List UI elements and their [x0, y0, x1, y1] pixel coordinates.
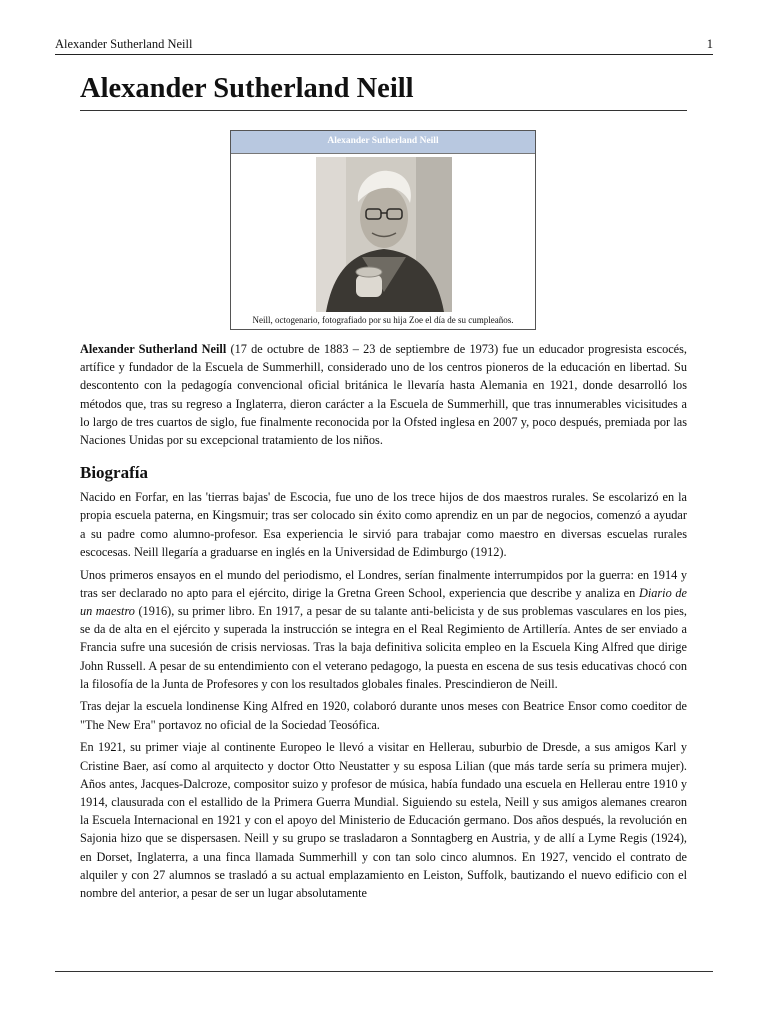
article-title: Alexander Sutherland Neill: [80, 70, 687, 111]
intro-text: (17 de octubre de 1883 – 23 de septiembre de 1973) fue un educador progresista escocés, artífice y fundador de la Escuela de Summerhill, considerado uno de los centros pioneros de la educación en libertad. Su descontento con la pedagogía convencional oficial británica le llevaría hasta Alemania en 1921, donde desarrolló los métodos que, tras su regreso a Inglaterra, dieron carácter a la Escuela de Summerhill, que tras innumerables vicisitudes a lo largo de tres cuartos de siglo, fue finalmente reconocida por la Ofsted inglesa en 2007 y, poco después, premiada por las Naciones Unidas por su excepcional tratamiento de los niños.: [80, 342, 687, 448]
portrait-photo-art: [316, 157, 452, 312]
portrait-photo: [316, 157, 452, 312]
running-header-title: Alexander Sutherland Neill: [55, 37, 193, 51]
biography-paragraph-2: [80, 566, 687, 693]
page-number: 1: [706, 37, 713, 51]
infobox-heading: Alexander Sutherland Neill: [231, 131, 535, 154]
biography-p2-part-b: (1916), su primer libro. En 1917, a pesar de su talante anti-belicista y de sus problemas vasculares en los pies, se da de alta en el ejército y superada la instrucción se integra en el Real Regimiento de Artillería. Antes de ser enviado a Francia sufre una sucesión de crisis nerviosas. Tras la baja definitiva solicita empleo en la Escuela King Alfred que dirige John Russell. A pesar de su entendimiento con el veterano pedagogo, la puesta en escena de sus tesis educativas chocó con la filosofía de la Junta de Profesores y con los resultados globales finales. Prescindieron de Neill.: [80, 603, 687, 691]
biography-paragraph-3: Tras dejar la escuela londinense King Alfred en 1920, colaboró durante unos meses con Beatrice Ensor como coeditor de "The New Era" portavoz no oficial de la Sociedad Teosófica.: [80, 699, 687, 732]
infobox-caption: Neill, octogenario, fotografiado por su hija Zoe el día de su cumpleaños.: [252, 315, 514, 325]
article-body: [80, 340, 687, 907]
footer-rule: [55, 971, 713, 972]
biography-p2-part-a: Unos primeros ensayos en el mundo del periodismo, el Londres, serían finalmente interrumpidos por la guerra: en 1914 y tras ser declarado no apto para el ejército, dirige la Gretna Green School, experiencia que describe y analiza en: [80, 567, 687, 600]
section-heading-biography: Biografía: [80, 463, 148, 483]
running-header: [55, 36, 713, 55]
intro-paragraph: [80, 340, 687, 449]
infobox: [230, 130, 536, 330]
biography-paragraph-4: En 1921, su primer viaje al continente Europeo le llevó a visitar en Hellerau, suburbio de Dresde, a sus amigos Karl y Cristine Baer, así como al arquitecto y doctor Otto Neustatter y su esposa Lilian (que más tarde sería su primera mujer). Años antes, Jacques-Dalcroze, compositor suizo y profesor de música, había fundado una escuela en Hellerau entre 1910 y 1914, clausurada con el estallido de la Primera Guerra Mundial. Siguiendo su estela, Neill y sus amigos alemanes crearon la Escuela Internacional en 1921 y con el apoyo del Ministerio de Educación germano. Dos años después, la revolución en Sajonia hizo que se dispersasen. Neill y su grupo se trasladaron a Sonntagberg en Austria, y de allí a Lyme Regis (1924), en Dorset, Inglaterra, a una finca llamada Summerhill y con tan solo cinco alumnos. En 1927, vencido el contrato de alquiler y con 27 alumnos se trasladó a su actual emplazamiento en Leiston, Suffolk, bautizando el nuevo edificio con el nombre del anterior, a pesar de ser un lugar absolutamente: [80, 740, 687, 900]
intro-bold-name: Alexander Sutherland Neill: [80, 342, 227, 356]
biography-paragraph-1: Nacido en Forfar, en las 'tierras bajas' de Escocia, fue uno de los trece hijos de dos maestros rurales. Se escolarizó en la propia escuela paterna, en Kingsmuir; tras ser colocado sin éxito como aprendiz en un par de negocios, comenzó a ayudar a su padre como alumno-profesor. Esa experiencia le sirvió para trabajar como maestro en diversas escuelas rurales escocesas. Neill llegaría a graduarse en inglés en la Universidad de Edimburgo (1912).: [80, 490, 687, 559]
book-title: Diario de un maestro: [80, 585, 687, 618]
